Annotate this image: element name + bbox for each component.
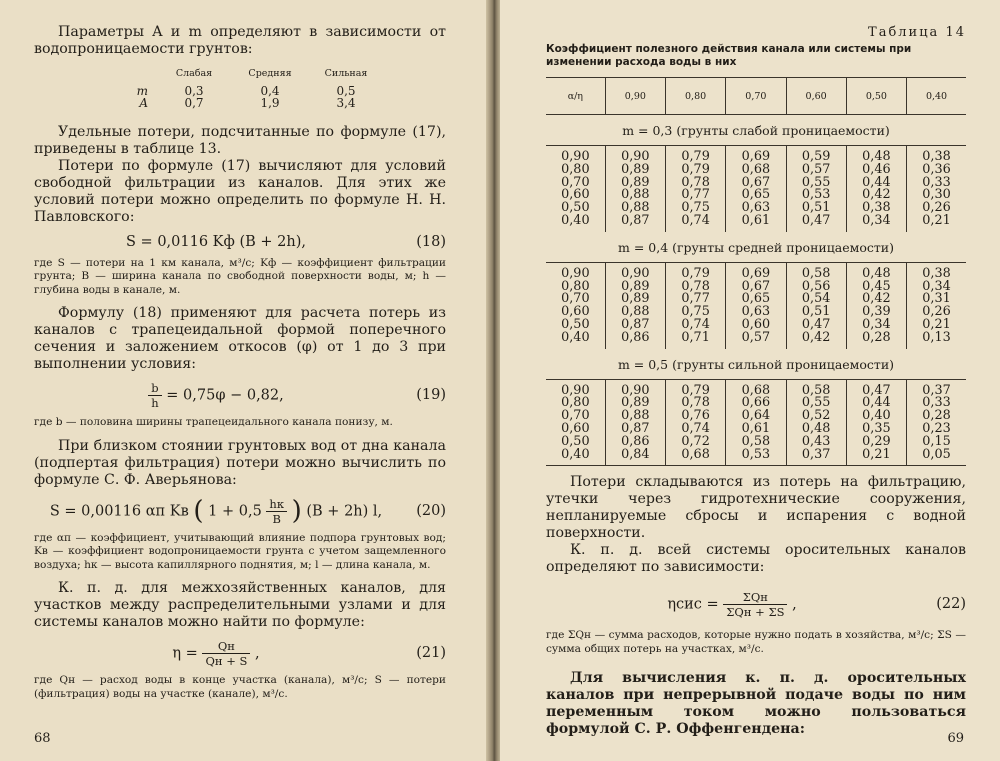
fraction: [723, 590, 787, 619]
table-cell: 0,40: [846, 410, 906, 423]
table-header-cell: 0,90: [605, 78, 665, 115]
table-cell: 0,89: [605, 177, 665, 190]
table-cell: 0,55: [786, 177, 846, 190]
table-cell: 0,46: [846, 164, 906, 177]
table-cell: 0,38: [907, 262, 966, 280]
table-cell: 0,37: [907, 379, 966, 397]
table-row-label: 0,90: [546, 146, 605, 164]
paragraph: При близком стоянии грунтовых вод от дна канала (подпертая фильтрация) потери можно вычислить по формуле С. Ф. Аверьянова:: [34, 437, 446, 488]
table-cell: 0,39: [846, 306, 906, 319]
table-cell: 0,67: [726, 281, 786, 294]
table-cell: 0,58: [726, 436, 786, 449]
table-cell: 0,51: [786, 306, 846, 319]
table-label: Таблица 14: [868, 25, 966, 40]
table-cell: 0,61: [726, 423, 786, 436]
params-cell: 1,9: [260, 96, 280, 110]
paragraph: К. п. д. для межхозяйственных каналов, для участков между распределительными узлами и для системы каналов можно найти по формуле:: [34, 580, 446, 630]
table-cell: 0,86: [605, 436, 665, 449]
formula-expression: ,: [254, 645, 260, 662]
params-header: Слабая: [175, 68, 213, 79]
paragraph: Потери складываются из потерь на фильтрацию, утечки через гидротехнические сооружения, непланируемые сбросы и испарения с водной поверхности.: [546, 474, 966, 542]
table-cell: 0,31: [907, 293, 966, 306]
table-cell: 0,78: [665, 281, 725, 294]
table-cell: 0,21: [846, 449, 906, 466]
formula-number: (20): [416, 502, 446, 519]
table-cell: 0,58: [786, 379, 846, 397]
formula-expression: ,: [792, 596, 797, 613]
table-cell: 0,05: [907, 449, 966, 466]
table-cell: 0,15: [907, 436, 966, 449]
table-row-label: 0,90: [546, 262, 605, 280]
right-page: [500, 0, 1000, 761]
table-cell: 0,38: [907, 146, 966, 164]
params-symbol: A: [139, 96, 148, 110]
table-row: [546, 262, 966, 280]
table-cell: 0,74: [665, 215, 725, 232]
table-section-body: [546, 146, 966, 232]
table-cell: 0,75: [665, 202, 725, 215]
table-section-title: m = 0,3 (грунты слабой проницаемости): [622, 123, 890, 138]
table-section-title: m = 0,4 (грунты средней проницаемости): [618, 239, 894, 255]
table-cell: 0,42: [846, 189, 906, 202]
formula-number: (19): [416, 387, 446, 403]
paragraph: Для вычисления к. п. д. оросительных каналов при непрерывной подаче воды по ним переменным током можно пользоваться формулой С. Р. Оффенгендена:: [546, 670, 966, 738]
table-header-cell: 0,80: [665, 78, 725, 115]
table-cell: 0,75: [665, 306, 725, 319]
table-caption: Коэффициент полезного действия канала или системы при изменении расхода воды в них: [546, 43, 912, 68]
table-cell: 0,44: [846, 177, 906, 190]
table-cell: 0,89: [605, 164, 665, 177]
fraction: [266, 497, 287, 526]
paragraph: Параметры A и m определяют в зависимости от водопроницаемости грунтов:: [34, 24, 446, 57]
fraction: [202, 639, 250, 668]
table-cell: 0,38: [846, 202, 906, 215]
table-cell: 0,90: [605, 262, 665, 280]
table-cell: 0,68: [726, 379, 786, 397]
table-cell: 0,63: [726, 306, 786, 319]
page-number: 69: [947, 731, 964, 746]
table-cell: 0,34: [846, 319, 906, 332]
table-cell: 0,21: [907, 319, 966, 332]
table-cell: 0,89: [605, 293, 665, 306]
table-cell: 0,13: [907, 332, 966, 349]
table-cell: 0,79: [665, 262, 725, 280]
params-symbol: m: [136, 83, 148, 98]
paragraph: К. п. д. всей системы оросительных каналов определяют по зависимости:: [546, 542, 966, 576]
permeability-params-table: [114, 68, 384, 110]
table-cell: 0,44: [846, 397, 906, 410]
table-cell: 0,90: [605, 146, 665, 164]
table-header-cell: 0,40: [907, 78, 966, 115]
table-header-cell: 0,70: [726, 78, 786, 115]
formula-note: где Qн — расход воды в конце участка (канала), м³/с; S — потери (фильтрация) воды на участке (канале), м³/с.: [34, 674, 446, 700]
table-cell: 0,88: [605, 202, 665, 215]
table-cell: 0,78: [665, 177, 725, 190]
table-cell: 0,42: [786, 332, 846, 349]
table-cell: 0,33: [907, 397, 966, 410]
table-row-label: 0,50: [561, 316, 590, 332]
table-cell: 0,88: [605, 189, 665, 202]
table-cell: 0,90: [605, 379, 665, 397]
table-cell: 0,43: [786, 436, 846, 449]
table-cell: 0,87: [605, 423, 665, 436]
table-cell: 0,87: [605, 215, 665, 232]
formula-expression: S = 0,00116 αп Kв: [49, 503, 189, 519]
fraction-denominator: ΣQн + ΣS: [726, 605, 785, 620]
table-cell: 0,57: [786, 164, 846, 177]
table-cell: 0,60: [726, 319, 786, 332]
table-cell: 0,45: [846, 281, 906, 294]
table-cell: 0,78: [665, 397, 725, 410]
table-cell: 0,34: [907, 281, 966, 294]
table-row: [546, 332, 966, 349]
table-row-label: 0,40: [561, 212, 590, 228]
table-cell: 0,57: [726, 332, 786, 349]
table-cell: 0,65: [726, 189, 786, 202]
table-cell: 0,52: [786, 410, 846, 423]
params-cell: 0,7: [184, 96, 204, 110]
formula-22: [546, 590, 966, 619]
table-cell: 0,64: [726, 410, 786, 423]
table-row-label: 0,40: [546, 449, 605, 466]
table-header-cell: α/η: [546, 78, 605, 115]
table-cell: 0,23: [907, 423, 966, 436]
formula-note: где S — потери на 1 км канала, м³/с; Kф — коэффициент фильтрации грунта; B — ширина канала по свободной поверхности воды, м; h — глубина воды в канале, м.: [34, 256, 446, 296]
formula-note: где ΣQн — сумма расходов, которые нужно подать в хозяйства, м³/с; ΣS — сумма общих потерь на участках, м³/с.: [546, 629, 966, 655]
table-cell: 0,53: [786, 189, 846, 202]
table-cell: 0,69: [726, 262, 786, 280]
params-cell: 0,5: [336, 83, 356, 98]
table-row-label: 0,60: [561, 420, 590, 436]
table-row-label: 0,90: [546, 379, 605, 397]
table-row-label: 0,70: [561, 408, 590, 424]
table-cell: 0,47: [786, 215, 846, 232]
table-section-body: [546, 379, 966, 466]
table-row-label: 0,60: [561, 304, 590, 320]
table-cell: 0,54: [786, 293, 846, 306]
formula-number: (18): [416, 233, 446, 250]
fraction-numerator: Qн: [202, 639, 250, 654]
table-cell: 0,47: [846, 379, 906, 397]
table-section-header: [546, 232, 966, 263]
table-row-label: 0,40: [561, 329, 590, 345]
table-cell: 0,88: [605, 410, 665, 423]
params-header: Сильная: [324, 68, 368, 79]
table-cell: 0,66: [726, 397, 786, 410]
params-cell: 3,4: [336, 96, 356, 110]
fraction-numerator: b: [148, 381, 161, 396]
fraction-numerator: ΣQн: [723, 590, 787, 605]
table-cell: 0,89: [605, 397, 665, 410]
params-cell: 0,3: [184, 83, 204, 98]
paragraph: Формулу (18) применяют для расчета потерь из каналов с трапецеидальной формой поперечного сечения и заложением откосов (φ) от 1 до 3 при выполнении условия:: [34, 305, 446, 372]
table-cell: 0,69: [726, 146, 786, 164]
formula-expression: = 0,75φ − 0,82,: [166, 387, 284, 404]
table-cell: 0,79: [665, 164, 725, 177]
formula-expression: S = 0,0116 Kф (B + 2h),: [126, 233, 306, 250]
table-cell: 0,77: [665, 293, 725, 306]
formula-number: (22): [936, 596, 966, 613]
formula-19: [34, 381, 446, 410]
table-cell: 0,63: [726, 202, 786, 215]
table-cell: 0,29: [846, 436, 906, 449]
table-cell: 0,68: [665, 449, 725, 466]
table-cell: 0,28: [846, 332, 906, 349]
formula-expression: ηсис =: [667, 596, 719, 613]
table-cell: 0,48: [846, 262, 906, 280]
table-cell: 0,47: [786, 319, 846, 332]
table-cell: 0,79: [665, 146, 725, 164]
table-cell: 0,35: [846, 423, 906, 436]
formula-expression: 1 + 0,5: [208, 503, 262, 519]
params-header: Средняя: [248, 68, 292, 79]
table-cell: 0,58: [786, 262, 846, 280]
table-cell: 0,26: [907, 202, 966, 215]
table-cell: 0,65: [726, 293, 786, 306]
table-cell: 0,48: [846, 146, 906, 164]
formula-expression: η =: [172, 645, 198, 662]
efficiency-table: [546, 77, 966, 466]
formula-expression: (B + 2h) l,: [306, 503, 383, 519]
left-page: [0, 0, 488, 761]
fraction: [148, 381, 161, 410]
table-row-label: 0,80: [561, 161, 590, 177]
table-cell: 0,74: [665, 319, 725, 332]
table-cell: 0,71: [665, 332, 725, 349]
table-cell: 0,84: [605, 449, 665, 466]
table-row-label: 0,50: [561, 200, 590, 216]
table-cell: 0,87: [605, 319, 665, 332]
table-row-label: 0,70: [561, 174, 590, 190]
params-cell: 0,4: [260, 83, 280, 98]
table-header-row: [546, 78, 966, 115]
table-cell: 0,88: [605, 306, 665, 319]
table-section-header: [546, 349, 966, 380]
table-cell: 0,48: [786, 423, 846, 436]
table-cell: 0,42: [846, 293, 906, 306]
table-cell: 0,34: [846, 215, 906, 232]
formula-note: где αп — коэффициент, учитывающий влияние подпора грунтовых вод; Kв — коэффициент водопроницаемости грунта с учетом защемленного воздуха; hк — высота капиллярного поднятия, м; l — длина канала, м.: [34, 531, 446, 571]
table-cell: 0,72: [665, 436, 725, 449]
table-cell: 0,21: [907, 215, 966, 232]
table-section-title: m = 0,5 (грунты сильной проницаемости): [617, 356, 895, 372]
fraction-denominator: Qн + S: [205, 654, 248, 668]
table-row: [546, 449, 966, 466]
table-row-label: 0,50: [561, 433, 590, 449]
table-cell: 0,79: [665, 379, 725, 397]
table-cell: 0,55: [786, 397, 846, 410]
table-section-body: [546, 262, 966, 348]
table-cell: 0,74: [665, 423, 725, 436]
paragraph: Потери по формуле (17) вычисляют для условий свободной фильтрации из каналов. Для этих же условий потери можно определить по формуле Н. Н. Павловского:: [34, 157, 446, 225]
formula-20: S = 0,00116 αп Kв ( 1 + 0,5 $\frac{hк}{B}$ ) (B + 2h) l, (20): [49, 495, 446, 526]
table-cell: 0,51: [786, 202, 846, 215]
table-cell: 0,59: [786, 146, 846, 164]
formula-21: [34, 639, 446, 668]
table-header-cell: 0,50: [846, 78, 906, 115]
table-cell: 0,28: [907, 410, 966, 423]
paragraph: Удельные потери, подсчитанные по формуле (17), приведены в таблице 13.: [34, 123, 446, 157]
table-cell: 0,53: [726, 449, 786, 466]
page-number: 68: [34, 731, 51, 746]
table-header-cell: 0,60: [786, 78, 846, 115]
table-cell: 0,30: [907, 189, 966, 202]
table-cell: 0,77: [665, 189, 725, 202]
table-cell: 0,56: [786, 281, 846, 294]
table-cell: 0,67: [726, 177, 786, 190]
table-cell: 0,37: [786, 449, 846, 466]
fraction-denominator: B: [272, 511, 281, 526]
table-cell: 0,89: [605, 281, 665, 294]
table-row-label: 0,70: [561, 291, 590, 307]
table-row-label: 0,80: [561, 395, 590, 411]
formula-note: где b — половина ширины трапецеидального канала понизу, м.: [34, 416, 393, 428]
table-cell: 0,86: [605, 332, 665, 349]
fraction-numerator: hк: [266, 497, 287, 512]
table-row-label: 0,80: [561, 278, 590, 294]
formula-18: [34, 234, 446, 251]
table-row: [546, 215, 966, 232]
table-cell: 0,76: [665, 410, 725, 423]
fraction-denominator: h: [151, 396, 159, 410]
table-cell: 0,26: [907, 306, 966, 319]
table-cell: 0,36: [907, 164, 966, 177]
formula-number: (21): [416, 645, 446, 661]
table-section-header: [546, 115, 966, 146]
table-cell: 0,68: [726, 164, 786, 177]
table-cell: 0,61: [726, 215, 786, 232]
table-cell: 0,33: [907, 177, 966, 190]
table-row-label: 0,60: [561, 187, 590, 203]
